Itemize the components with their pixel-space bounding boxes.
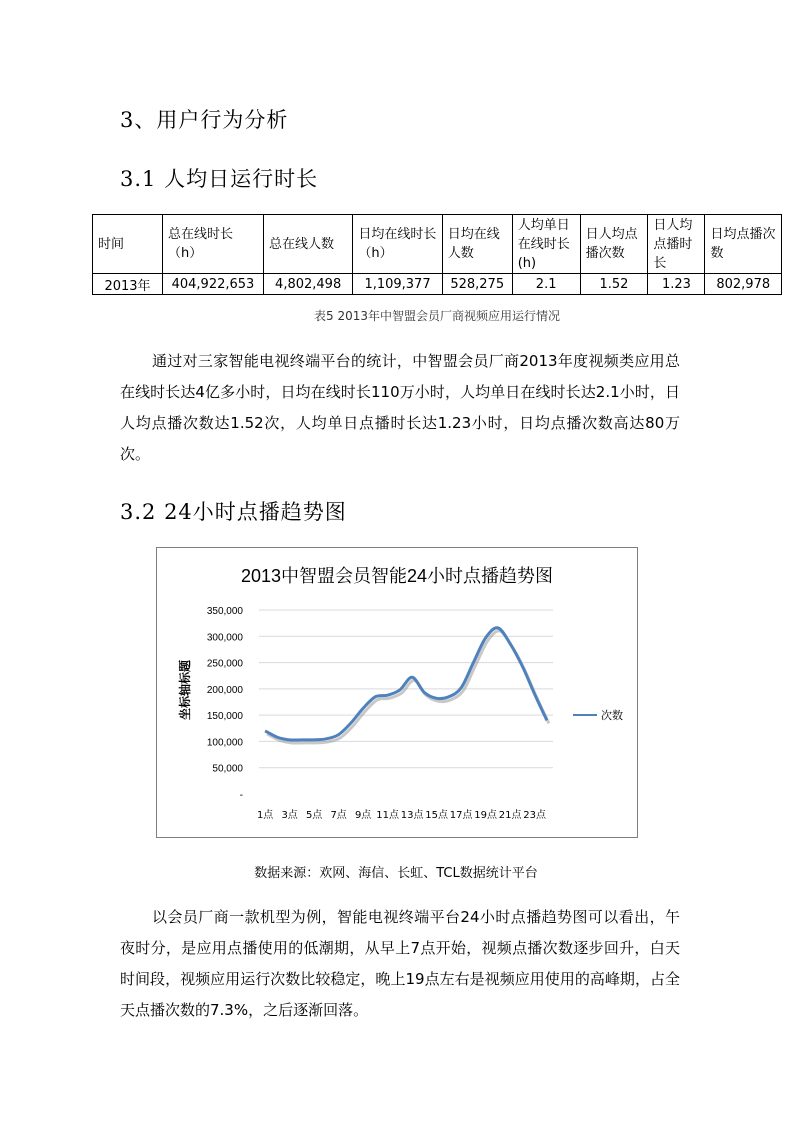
table-cell: 2.1	[512, 274, 580, 295]
x-tick-label: 9点	[354, 810, 372, 821]
table-cell: 404,922,653	[163, 274, 264, 295]
table-header-cell: 总在线时长（h）	[163, 215, 264, 274]
paragraph-runtime-summary: 通过对三家智能电视终端平台的统计，中智盟会员厂商2013年度视频类应用总在线时长达4亿多小时，日均在线时长110万小时，人均单日在线时长达2.1小时，日人均点播次数达1.52次，人均单日点播时长达1.23小时，日均点播次数高达80万次。	[120, 352, 680, 463]
y-tick-label: 350,000	[206, 606, 243, 617]
stats-table	[92, 214, 782, 295]
table-cell: 2013年	[93, 274, 163, 295]
table-caption: 表5 2013年中智盟会员厂商视频应用运行情况	[314, 309, 560, 323]
x-tick-label: 1点	[256, 810, 274, 821]
x-tick-label: 21点	[498, 810, 522, 821]
table-cell: 1.52	[580, 274, 648, 295]
x-tick-label: 17点	[449, 810, 473, 821]
y-tick-label: 250,000	[206, 658, 243, 670]
table-header-cell: 日人均点播时长	[648, 215, 705, 274]
x-tick-label: 7点	[330, 810, 347, 821]
x-tick-label: 15点	[425, 810, 448, 821]
subsection-title-trend: 3.2 24小时点播趋势图	[120, 500, 347, 524]
paragraph-trend-analysis: 以会员厂商一款机型为例，智能电视终端平台24小时点播趋势图可以看出，午夜时分，是应用点播使用的低潮期，从早上7点开始，视频点播次数逐步回升，白天时间段，视频应用运行次数比较稳定，晚上19点左右是视频应用使用的高峰期，占全天点播次数的7.3%，之后逐渐回落。	[120, 908, 680, 1019]
table-header-row	[93, 215, 782, 274]
chart-source: 数据来源：欢网、海信、长虹、TCL数据统计平台	[254, 866, 538, 881]
table-header-cell: 日均在线人数	[442, 215, 512, 274]
legend-label: 次数	[601, 709, 623, 722]
y-tick-label: 50,000	[212, 763, 243, 775]
trend-chart	[157, 548, 637, 837]
table-cell: 802,978	[705, 274, 782, 295]
section-title: 3、用户行为分析	[120, 108, 289, 132]
x-tick-label: 13点	[400, 810, 424, 821]
x-tick-label: 11点	[376, 810, 399, 821]
table-header-cell: 人均单日在线时长(h)	[512, 215, 580, 274]
y-tick-label: 150,000	[206, 711, 243, 723]
table-row	[93, 274, 782, 295]
y-tick-label: 200,000	[206, 684, 243, 696]
table-header-cell: 日均点播次数	[705, 215, 782, 274]
subsection-title-daily-runtime: 3.1 人均日运行时长	[120, 167, 319, 191]
series-line-次数	[265, 628, 547, 740]
table-cell: 1.23	[648, 274, 705, 295]
x-tick-label: 19点	[474, 810, 497, 821]
x-tick-label: 3点	[281, 810, 298, 821]
x-tick-label: 5点	[305, 810, 323, 821]
x-tick-label: 23点	[523, 810, 546, 821]
chart-container	[156, 547, 638, 838]
y-tick-label: -	[239, 790, 243, 801]
table-header-cell: 总在线人数	[263, 215, 352, 274]
chart-title: 2013中智盟会员智能24小时点播趋势图	[240, 566, 554, 586]
table-header-cell: 时间	[93, 215, 163, 274]
table-cell: 528,275	[442, 274, 512, 295]
table-header-cell: 日均在线时长（h）	[353, 215, 442, 274]
y-axis-title: 坐标轴标题	[178, 659, 192, 721]
series-line-shadow	[267, 631, 549, 743]
y-tick-label: 300,000	[206, 632, 243, 644]
table-cell: 1,109,377	[353, 274, 442, 295]
table-cell: 4,802,498	[263, 274, 352, 295]
y-tick-label: 100,000	[206, 737, 243, 749]
table-header-cell: 日人均点播次数	[580, 215, 648, 274]
